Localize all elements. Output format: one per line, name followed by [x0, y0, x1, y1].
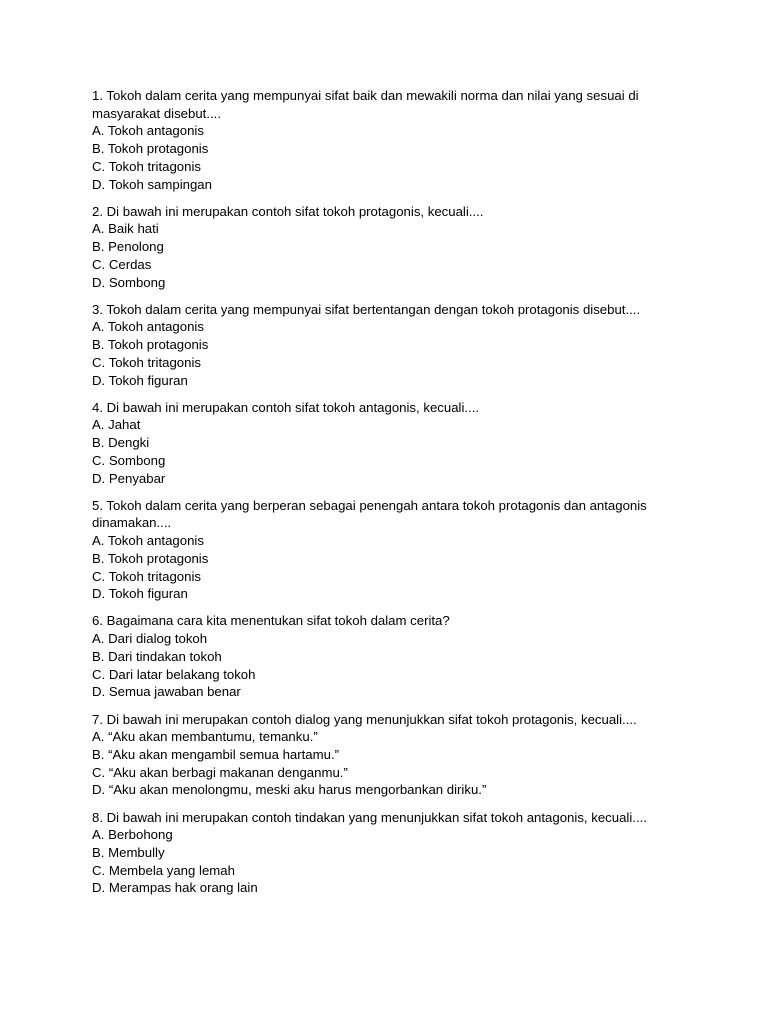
answer-option: D. Sombong — [92, 274, 166, 290]
answer-option: A. Berbohong — [92, 827, 173, 843]
answer-option: C. Tokoh tritagonis — [92, 354, 201, 370]
answer-option: B. Dari tindakan tokoh — [92, 648, 222, 664]
question-text: 5. Tokoh dalam cerita yang berperan sebagai penengah antara tokoh protagonis dan antagonis dinamakan.... — [92, 497, 647, 531]
answer-option: D. Penyabar — [92, 470, 166, 486]
answer-option: C. Membela yang lemah — [92, 862, 235, 878]
answer-option: C. Tokoh tritagonis — [92, 568, 201, 584]
answer-option: C. Cerdas — [92, 256, 152, 272]
question-block — [92, 497, 652, 603]
answer-option: D. Tokoh figuran — [92, 372, 188, 388]
quiz-question-list — [92, 87, 652, 907]
answer-option: C. Dari latar belakang tokoh — [92, 666, 256, 682]
question-block — [92, 612, 652, 701]
question-block — [92, 711, 652, 800]
answer-option: B. Penolong — [92, 239, 164, 255]
answer-option: D. Semua jawaban benar — [92, 684, 241, 700]
answer-option: D. Tokoh figuran — [92, 586, 188, 602]
question-block — [92, 301, 652, 390]
answer-option: C. “Aku akan berbagi makanan denganmu.” — [92, 764, 348, 780]
question-text: 1. Tokoh dalam cerita yang mempunyai sifat baik dan mewakili norma dan nilai yang sesuai di masyarakat disebut.... — [92, 88, 639, 121]
question-text: 6. Bagaimana cara kita menentukan sifat tokoh dalam cerita? — [92, 613, 450, 629]
answer-option: A. Jahat — [92, 417, 141, 433]
question-text: 8. Di bawah ini merupakan contoh tindakan yang menunjukkan sifat tokoh antagonis, kecuali.... — [92, 809, 647, 825]
answer-option: B. “Aku akan mengambil semua hartamu.” — [92, 746, 340, 762]
question-block — [92, 87, 652, 193]
question-block — [92, 203, 652, 292]
answer-option: A. Dari dialog tokoh — [92, 631, 208, 647]
answer-option: B. Tokoh protagonis — [92, 550, 209, 566]
question-text: 4. Di bawah ini merupakan contoh sifat tokoh antagonis, kecuali.... — [92, 399, 480, 415]
answer-option: A. “Aku akan membantumu, temanku.” — [92, 729, 318, 745]
answer-option: B. Tokoh protagonis — [92, 337, 209, 353]
answer-option: A. Tokoh antagonis — [92, 533, 204, 549]
question-text: 2. Di bawah ini merupakan contoh sifat tokoh protagonis, kecuali.... — [92, 203, 484, 219]
answer-option: D. Merampas hak orang lain — [92, 880, 258, 896]
question-text: 7. Di bawah ini merupakan contoh dialog yang menunjukkan sifat tokoh protagonis, kecuali.... — [92, 711, 637, 727]
question-text: 3. Tokoh dalam cerita yang mempunyai sifat bertentangan dengan tokoh protagonis disebut.... — [92, 301, 641, 317]
answer-option: A. Baik hati — [92, 221, 159, 237]
answer-option: A. Tokoh antagonis — [92, 319, 204, 335]
answer-option: D. Tokoh sampingan — [92, 176, 212, 192]
answer-option: B. Membully — [92, 844, 165, 860]
question-block — [92, 809, 652, 898]
answer-option: C. Sombong — [92, 452, 166, 468]
answer-option: B. Tokoh protagonis — [92, 141, 209, 157]
question-block — [92, 399, 652, 488]
answer-option: D. “Aku akan menolongmu, meski aku harus mengorbankan diriku.” — [92, 782, 487, 798]
answer-option: A. Tokoh antagonis — [92, 123, 204, 139]
answer-option: B. Dengki — [92, 435, 150, 451]
answer-option: C. Tokoh tritagonis — [92, 158, 201, 174]
